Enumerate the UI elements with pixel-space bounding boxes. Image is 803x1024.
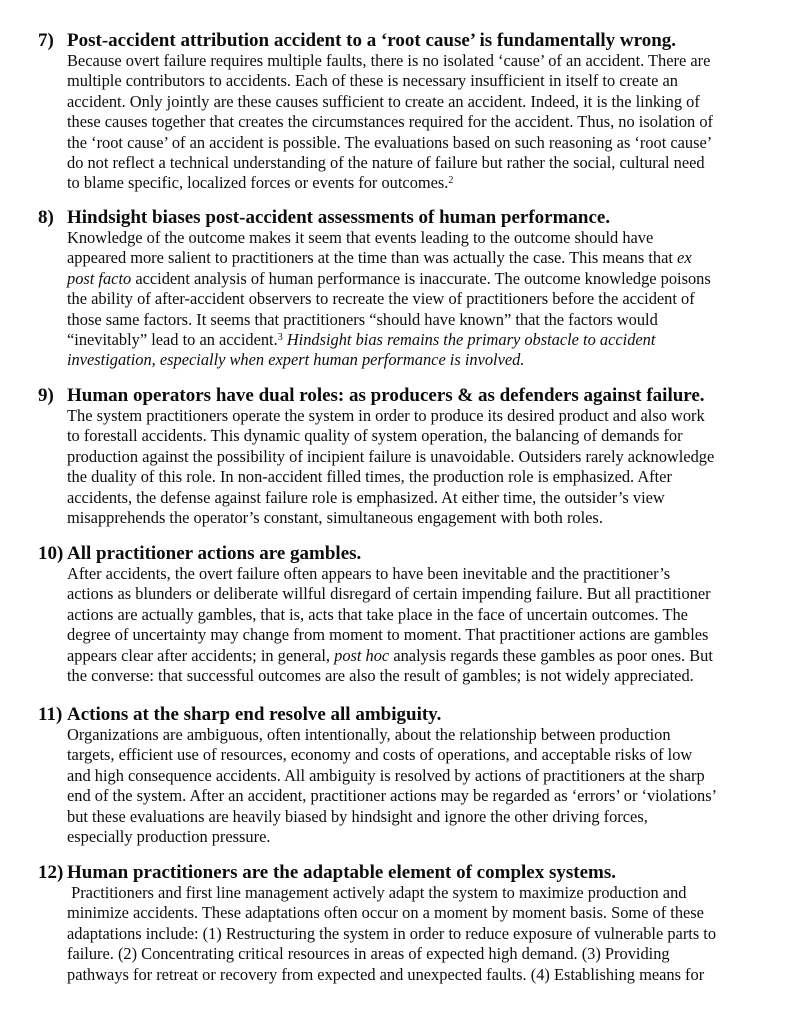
text-line: minimize accidents. These adaptations often occur on a moment by moment basis. Some of these [67,903,704,923]
text-line: especially production pressure. [67,827,271,847]
text-line: these causes together that creates the circumstances required for the accident. Thus, no isolation of [67,112,713,132]
footnote-marker: 3 [277,332,283,344]
text-line: to forestall accidents. This dynamic quality of system operation, the balancing of demands for [67,426,683,446]
section-7 [38,31,778,194]
text-line: targets, efficient use of resources, economy and costs of operations, and acceptable risks of low [67,745,693,765]
section-body [67,564,778,686]
section-heading [38,863,778,883]
text-line: pathways for retreat or recovery from expected and unexpected faults. (4) Establishing means for [67,964,705,984]
italic-run: ex [677,248,692,268]
text-line: Organizations are ambiguous, often intentionally, about the relationship between production [67,725,671,744]
text-run: accident analysis of human performance is inaccurate. The outcome knowledge poisons [135,268,711,288]
section-body [67,725,778,847]
section-9 [38,386,778,528]
text-line: actions as blunders or deliberate willful disregard of certain impending failure. But all practitioner [67,584,711,604]
text-line [67,350,778,370]
text-line: those same factors. It seems that practitioners “should have known” that the factors would [67,309,658,329]
text-line [67,269,778,289]
italic-run: post hoc [334,645,390,665]
section-number: 10) [38,543,64,564]
text-line: actions are actually gambles, that is, acts that take place in the face of uncertain outcomes. The [67,604,688,624]
text-line: production against the possibility of incipient failure is unavoidable. Outsiders rarely acknowledge [67,446,715,466]
text-line: misapprehends the operator’s constant, simultaneous engagement with both roles. [67,508,603,528]
footnote-marker: 2 [448,175,454,187]
section-title: Human operators have dual roles: as producers & as defenders against failure. [67,385,705,406]
section-title: All practitioner actions are gambles. [67,543,362,564]
text-line [67,330,778,350]
text-line: and high consequence accidents. All ambiguity is resolved by actions of practitioners at the sharp [67,765,705,785]
text-line: multiple contributors to accidents. Each of these is necessary insufficient in itself to create an [67,71,678,91]
text-line: accidents, the defense against failure role is emphasized. At either time, the outsider’s view [67,487,665,507]
text-run: analysis regards these gambles as poor ones. But [393,645,713,665]
text-line: failure. (2) Concentrating critical resources in areas of expected high demand. (3) Providing [67,944,670,964]
section-number: 12) [38,862,64,883]
section-11 [38,705,778,847]
section-heading [38,705,778,725]
section-body [67,228,778,371]
text-line: the duality of this role. In non-accident filled times, the production role is emphasized. After [67,467,672,487]
section-10 [38,544,778,686]
text-run: appeared more salient to practitioners at the time than was actually the case. This means that [67,248,673,268]
text-line: After accidents, the overt failure often appears to have been inevitable and the practitioner’s [67,564,671,583]
text-run: to blame specific, localized forces or events for outcomes. [67,173,449,193]
text-line: Practitioners and first line management actively adapt the system to maximize production and [67,883,687,902]
section-8 [38,208,778,371]
section-title: Hindsight biases post-accident assessments of human performance. [67,207,611,228]
text-line: The system practitioners operate the system in order to produce its desired product and also work [67,406,705,425]
section-title: Post-accident attribution accident to a ‘root cause’ is fundamentally wrong. [67,30,677,51]
section-number: 8) [38,207,54,228]
text-run: appears clear after accidents; in general, [67,645,331,665]
text-line [67,248,778,268]
section-heading [38,386,778,406]
italic-run: post facto [67,268,132,288]
section-number: 11) [38,704,63,725]
text-line: the ‘root cause’ of an accident is possible. The evaluations based on such reasoning as ‘root cause’ [67,132,713,152]
section-heading [38,544,778,564]
section-number: 7) [38,30,54,51]
text-line: degree of uncertainty may change from moment to moment. That practitioner actions are gambles [67,625,709,645]
section-title: Actions at the sharp end resolve all ambiguity. [67,704,442,725]
text-line: end of the system. After an accident, practitioner actions may be regarded as ‘errors’ or ‘violations’ [67,786,718,806]
text-line: Knowledge of the outcome makes it seem that events leading to the outcome should have [67,228,654,247]
section-12 [38,863,778,985]
text-line [67,173,778,193]
text-line: but these evaluations are heavily biased by hindsight and ignore the other driving forces, [67,806,648,826]
section-body [67,883,778,985]
section-heading [38,208,778,228]
text-line [67,646,778,666]
text-line: adaptations include: (1) Restructuring the system in order to reduce exposure of vulnerable parts to [67,923,717,943]
italic-run: investigation, especially when expert human performance is involved. [67,350,525,370]
italic-run: Hindsight bias remains the primary obstacle to accident [286,330,656,350]
text-line: the converse: that successful outcomes are also the result of gambles; is not widely appreciated. [67,666,694,686]
section-number: 9) [38,385,54,406]
section-heading [38,31,778,51]
text-line: do not reflect a technical understanding of the nature of failure but rather the social, cultural need [67,153,705,173]
section-body [67,51,778,194]
section-body [67,406,778,528]
text-line: Because overt failure requires multiple faults, there is no isolated ‘cause’ of an accident. There are [67,51,711,70]
text-line: the ability of after-accident observers to recreate the view of practitioners before the accident of [67,289,695,309]
section-title: Human practitioners are the adaptable element of complex systems. [67,862,616,883]
text-line: accident. Only jointly are these causes sufficient to create an accident. Indeed, it is the linking of [67,91,700,111]
text-run: “inevitably” lead to an accident. [67,330,278,350]
